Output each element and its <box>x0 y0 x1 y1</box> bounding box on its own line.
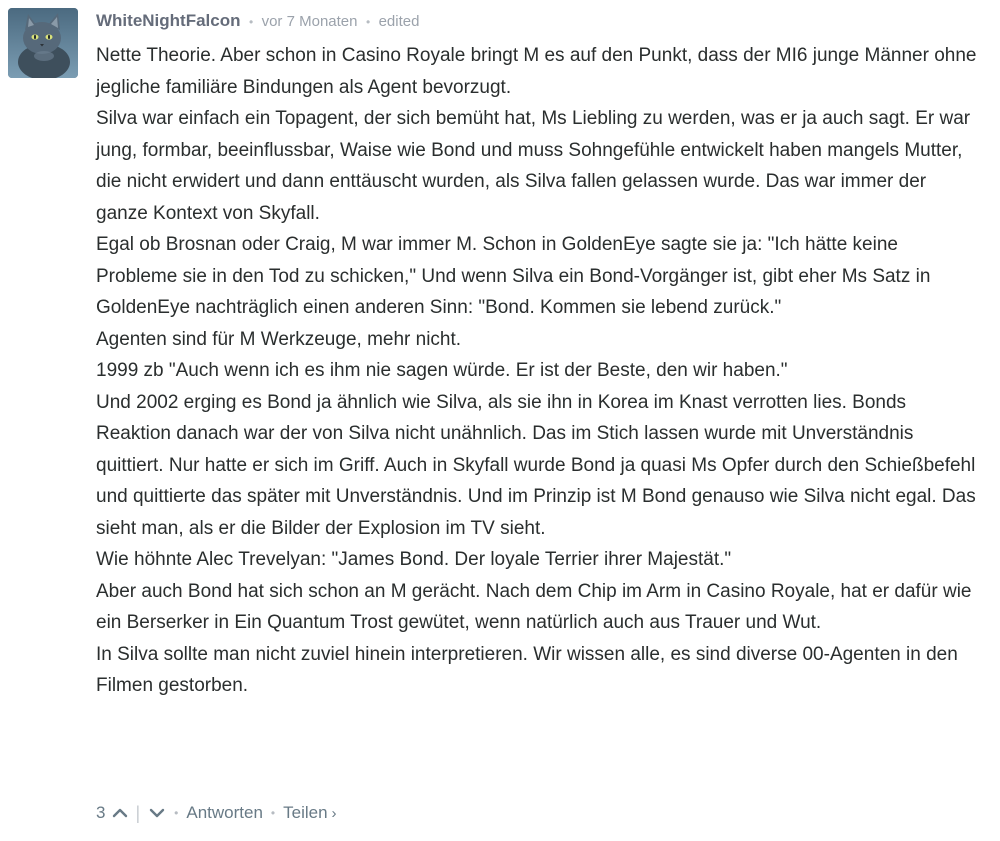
comment-paragraph: Silva war einfach ein Topagent, der sich bemüht hat, Ms Liebling zu werden, was er ja auch sagt. Er war jung, formbar, beeinflussbar, Waise wie Bond und muss Sohngefühle entwickelt haben mangels Mutter, die nicht erwidert und dann enttäuscht wurden, als Silva fallen gelassen wurde. Das war immer der ganze Kontext von Skyfall. <box>96 108 971 224</box>
timestamp[interactable]: vor 7 Monaten <box>261 13 358 30</box>
share-link[interactable] <box>283 801 336 826</box>
share-label: Teilen <box>283 802 328 822</box>
chevron-up-icon <box>112 807 128 819</box>
comment-paragraph: Egal ob Brosnan oder Craig, M war immer M. Schon in GoldenEye sagte sie ja: "Ich hätte keine Probleme sie in den Tod zu schicken," Und wenn Silva ein Bond-Vorgänger ist, gibt eher Ms Satz in GoldenEye nachträglich einen anderen Sinn: "Bond. Kommen sie lebend zurück." <box>96 234 931 318</box>
upvote-button[interactable] <box>111 801 129 825</box>
downvote-button[interactable] <box>148 801 166 825</box>
comment-paragraph: Nette Theorie. Aber schon in Casino Royale bringt M es auf den Punkt, dass der MI6 junge Männer ohne jegliche familiäre Bindungen als Agent bevorzugt. <box>96 45 977 98</box>
comment-footer <box>96 801 337 825</box>
avatar[interactable] <box>8 8 78 78</box>
footer-separator: • <box>270 806 276 820</box>
comment-body <box>96 40 981 702</box>
comment-paragraph: Aber auch Bond hat sich schon an M gerächt. Nach dem Chip im Arm in Casino Royale, hat er dafür wie ein Berserker in Ein Quantum Trost gewütet, wenn natürlich auch aus Trauer und Wut. <box>96 580 972 633</box>
reply-link[interactable]: Antworten <box>186 803 263 822</box>
vote-separator: | <box>135 803 141 823</box>
meta-separator: • <box>365 15 371 29</box>
meta-separator: • <box>248 15 254 29</box>
comment-paragraph: Agenten sind für M Werkzeuge, mehr nicht. <box>96 328 462 350</box>
comment-header <box>96 10 419 32</box>
author-name[interactable]: WhiteNightFalcon <box>96 11 241 30</box>
comment-paragraph: In Silva sollte man nicht zuviel hinein interpretieren. Wir wissen alle, es sind diverse 00-Agenten in den Filmen gestorben. <box>96 643 958 696</box>
avatar-cat-image <box>8 8 78 78</box>
chevron-right-icon: › <box>331 804 337 822</box>
edited-label: edited <box>378 13 420 30</box>
comment-paragraph: Wie höhnte Alec Trevelyan: "James Bond. Der loyale Terrier ihrer Majestät." <box>96 549 732 570</box>
chevron-down-icon <box>149 807 165 819</box>
comment-paragraph: 1999 zb "Auch wenn ich es ihm nie sagen würde. Er ist der Beste, den wir haben." <box>96 360 788 381</box>
comment-paragraph: Und 2002 erging es Bond ja ähnlich wie Silva, als sie ihn in Korea im Knast verrotten lies. Bonds Reaktion danach war der von Silva nicht unähnlich. Das im Stich lassen wurde mit Unverständnis quittiert. Nur hatte er sich im Griff. Auch in Skyfall wurde Bond ja quasi Ms Opfer durch den Schießbefehl und quittierte das später mit Unverständnis. Und im Prinzip ist M Bond genauso wie Silva nicht egal. Das sieht man, als er die Bilder der Explosion im TV sieht. <box>96 391 976 539</box>
footer-separator: • <box>174 806 179 820</box>
vote-count: 3 <box>96 803 106 822</box>
